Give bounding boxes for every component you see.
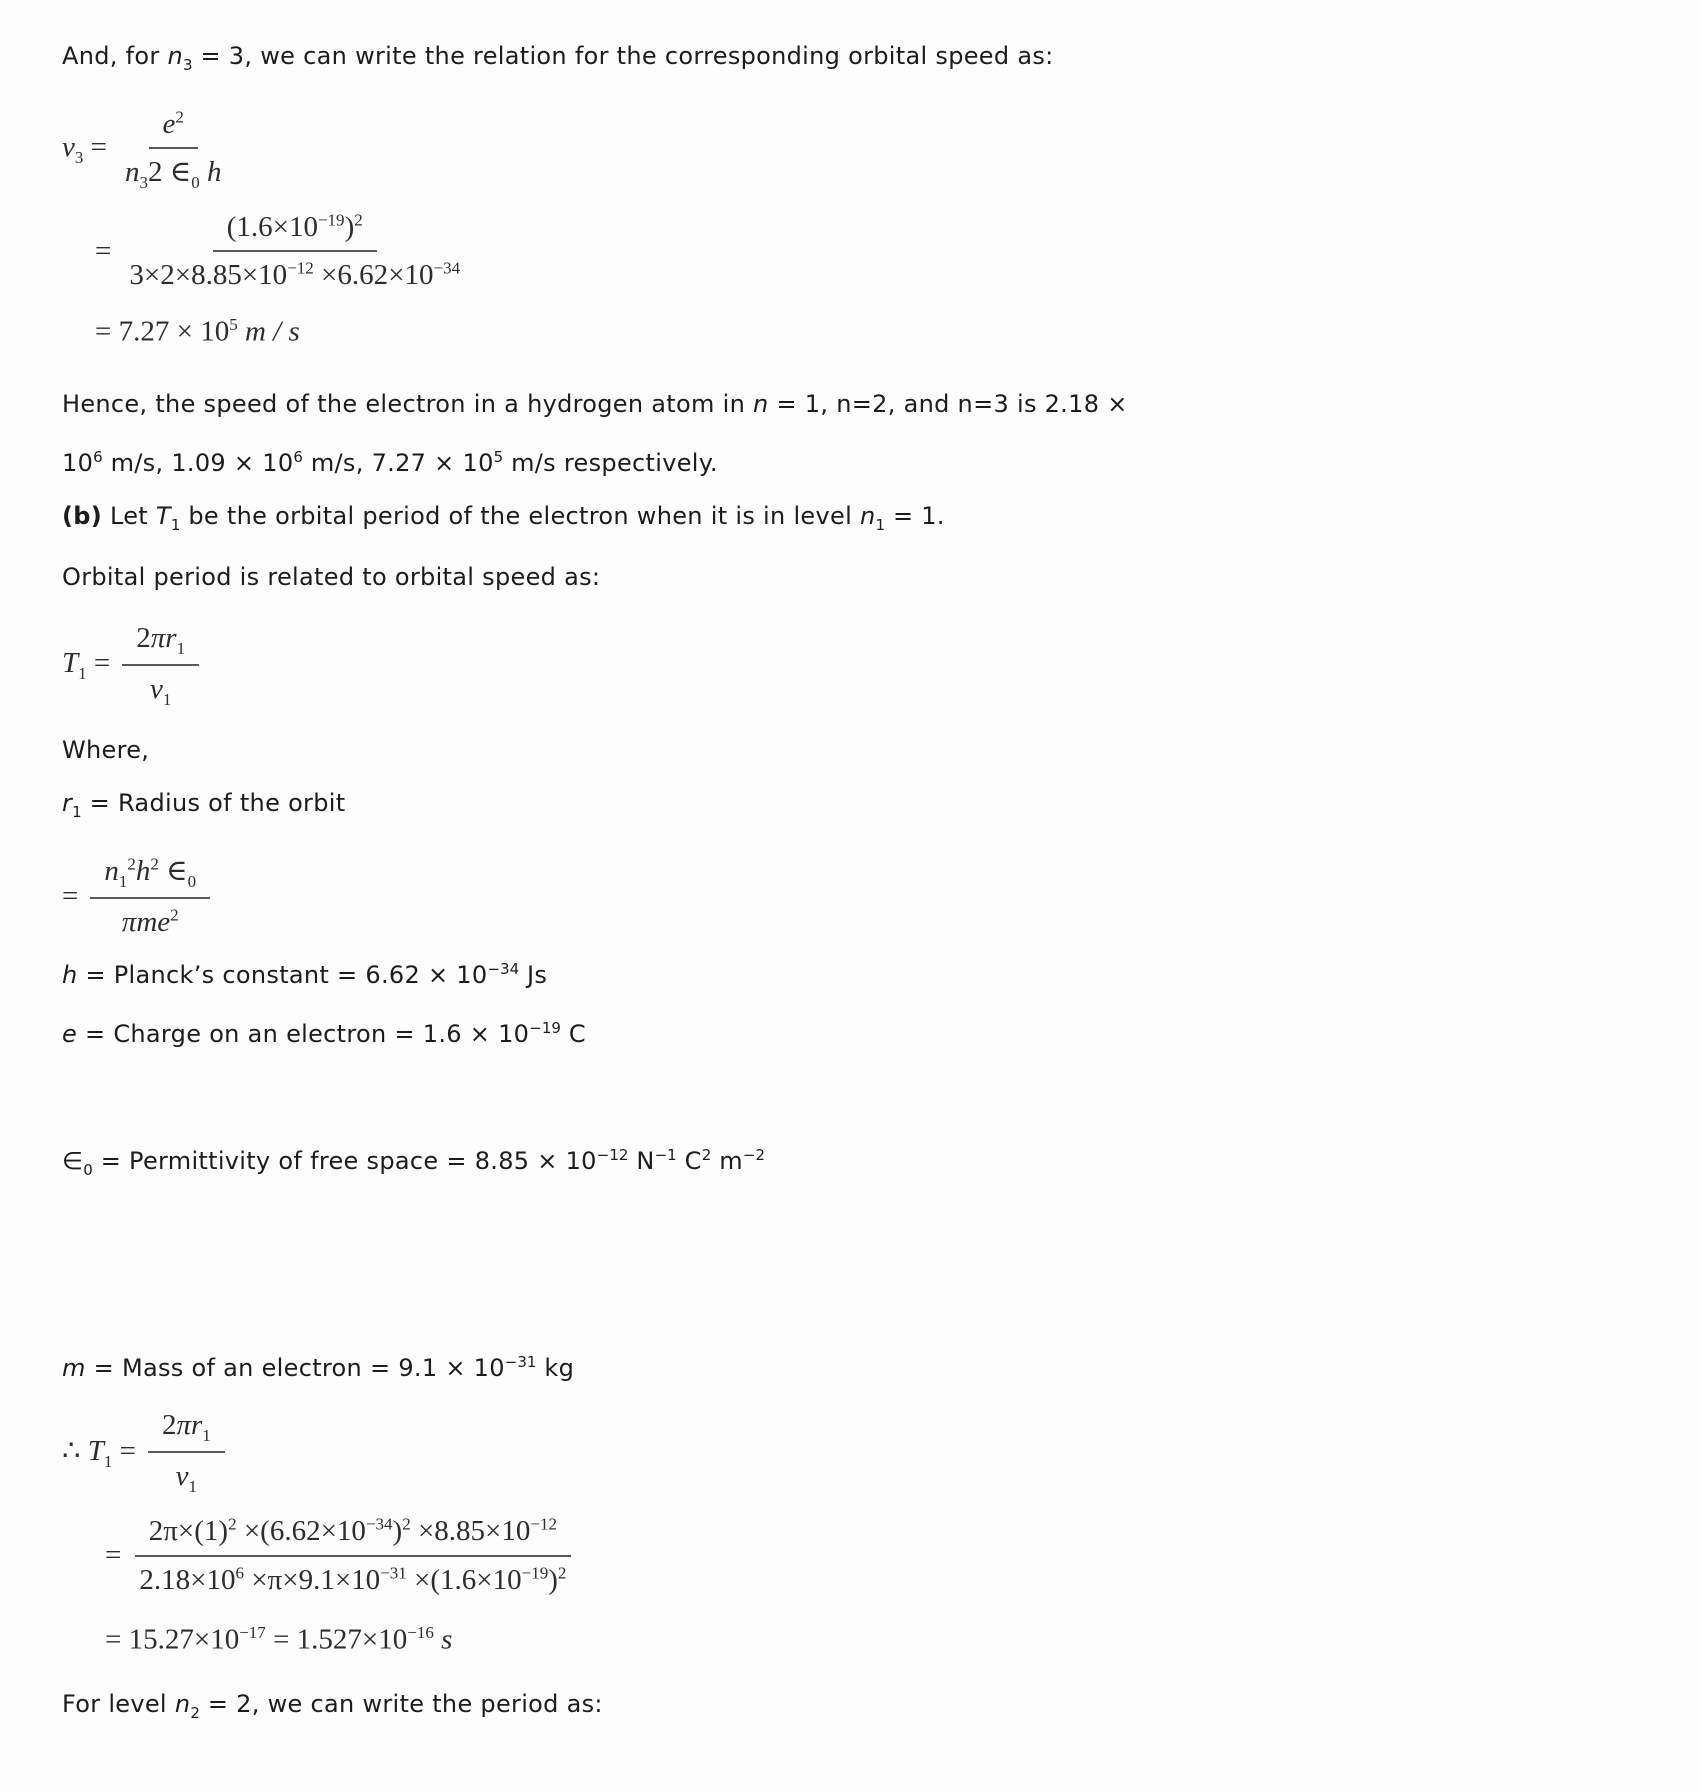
- text-run: 6: [93, 447, 103, 466]
- fraction: [122, 618, 199, 712]
- text-run: −34: [433, 258, 461, 278]
- text-run: v: [62, 131, 75, 164]
- text-run: e: [62, 1019, 78, 1048]
- text-run: [200, 156, 207, 188]
- text-run: 2: [402, 1514, 411, 1534]
- text-run: 2: [701, 1145, 712, 1164]
- text-run: −1: [654, 1145, 677, 1164]
- fraction-denominator: [133, 1557, 572, 1600]
- text-run: [238, 315, 245, 347]
- text-run: 5: [229, 314, 238, 334]
- text-run: 2: [557, 1563, 567, 1583]
- text-run: 0: [187, 872, 197, 892]
- text-run: −12: [530, 1514, 558, 1534]
- text-run: = Planck’s constant = 6.62 × 10: [77, 960, 488, 989]
- text-run: ): [548, 1563, 558, 1596]
- fraction-numerator: [122, 618, 199, 666]
- text-run: v: [149, 673, 163, 706]
- text-run: −12: [596, 1145, 629, 1164]
- text-run: = Permittivity of free space = 8.85 × 10: [92, 1146, 597, 1175]
- formula-r1: [62, 851, 1660, 942]
- text-run: = 15.27×10: [105, 1623, 240, 1656]
- text-run: =: [86, 647, 111, 680]
- formula-segment: [62, 647, 110, 684]
- text-run: 2: [127, 854, 136, 874]
- fraction-numerator: [90, 851, 210, 899]
- text-run: e: [162, 107, 176, 140]
- formula-segment: [62, 1433, 136, 1472]
- text-run: 3: [74, 147, 84, 167]
- formula-v3-result: [95, 310, 1660, 354]
- text-run: ): [392, 1515, 403, 1548]
- electron-mass-line: [62, 1336, 1660, 1395]
- text-run: h: [135, 855, 151, 888]
- text-run: 1: [103, 1451, 113, 1471]
- text-run: And, for: [62, 42, 168, 70]
- text-run: 5: [493, 447, 504, 466]
- document-body: [0, 30, 1660, 1740]
- formula-therefore-T1: [62, 1405, 1660, 1499]
- text-run: m: [711, 1146, 743, 1175]
- fraction: [90, 851, 210, 942]
- hence-line-1: [62, 378, 1660, 431]
- text-run: 3×2×8.85×10: [129, 259, 288, 292]
- text-run: =: [83, 131, 107, 164]
- fraction-numerator: [149, 104, 198, 149]
- text-run: 1: [875, 515, 886, 534]
- text-run: C: [676, 1146, 702, 1175]
- text-run: −19: [529, 1018, 561, 1037]
- text-run: −34: [365, 1514, 393, 1534]
- formula-segment: [95, 235, 111, 268]
- fraction-numerator: [135, 1511, 571, 1556]
- text-run: Js: [519, 960, 548, 989]
- text-run: ): [344, 211, 355, 244]
- text-run: 1: [188, 1477, 198, 1497]
- fraction-denominator: [116, 899, 185, 942]
- text-run: −12: [287, 258, 314, 278]
- text-run: 2: [150, 854, 159, 874]
- text-run: 1: [202, 1426, 211, 1446]
- text-run: m/s, 7.27 × 10: [302, 448, 494, 477]
- text-run: (b): [62, 501, 103, 530]
- text-run: Let: [102, 501, 156, 530]
- text-run: n: [753, 389, 769, 418]
- text-run: 1: [176, 639, 186, 659]
- text-run: 1: [72, 803, 82, 822]
- text-run: r: [62, 789, 73, 818]
- text-run: (1.6×10: [226, 211, 318, 244]
- text-run: ×6.62×10: [313, 259, 434, 292]
- hence-line-2: [62, 431, 1660, 490]
- text-run: C: [560, 1019, 586, 1048]
- formula-segment: [62, 880, 78, 913]
- fraction-numerator: [148, 1405, 225, 1453]
- text-run: N: [628, 1146, 655, 1175]
- text-run: 1: [162, 690, 172, 710]
- text-run: =: [112, 1435, 136, 1468]
- text-run: −2: [742, 1145, 765, 1164]
- fraction-denominator: [123, 252, 466, 295]
- fraction-denominator: [144, 666, 177, 712]
- text-run: = Radius of the orbit: [81, 789, 346, 818]
- text-run: = 3, we can write the relation for the corresponding orbital speed as:: [192, 42, 1054, 70]
- text-run: 2.18×10: [139, 1563, 236, 1596]
- text-run: 0: [83, 1160, 93, 1179]
- text-run: h: [62, 960, 78, 989]
- text-run: 2 ∈: [147, 156, 192, 189]
- text-run: −31: [504, 1353, 537, 1372]
- fraction-numerator: [213, 207, 377, 252]
- formula-T1-numeric: [105, 1511, 1660, 1600]
- text-run: ∴: [62, 1435, 88, 1468]
- text-run: −34: [487, 959, 520, 978]
- text-run: T: [62, 647, 79, 680]
- text-run: 2: [136, 622, 151, 655]
- text-run: =: [105, 1539, 122, 1572]
- formula-T1-symbolic: [62, 618, 1660, 712]
- text-run: ∈: [158, 855, 188, 888]
- text-run: s: [441, 1623, 453, 1656]
- text-run: = 1.: [885, 501, 945, 530]
- formula-segment: [95, 315, 300, 349]
- text-run: v: [175, 1460, 189, 1493]
- text-run: ×π×9.1×10: [243, 1563, 381, 1596]
- text-run: kg: [536, 1354, 575, 1383]
- text-run: ×(6.62×10: [236, 1515, 366, 1548]
- text-run: 10: [62, 448, 94, 477]
- text-run: ×8.85×10: [410, 1515, 531, 1548]
- text-run: m: [62, 1354, 86, 1383]
- fraction: [133, 1511, 572, 1600]
- text-run: T: [155, 501, 171, 530]
- text-run: = 1.527×10: [265, 1623, 408, 1656]
- text-run: For level: [62, 1689, 175, 1718]
- text-run: 1: [78, 663, 87, 683]
- formula-T1-result: [105, 1618, 1660, 1662]
- text-run: −31: [380, 1563, 407, 1583]
- text-run: 2: [175, 107, 184, 127]
- fraction: [119, 104, 227, 195]
- part-b-line: [62, 490, 1660, 552]
- fraction: [123, 207, 466, 296]
- text-run: =: [95, 234, 112, 267]
- fraction-denominator: [170, 1453, 203, 1499]
- r1-definition-line: [62, 777, 1660, 839]
- text-run: −19: [317, 210, 345, 230]
- text-run: −19: [521, 1563, 549, 1583]
- text-run: 6: [235, 1563, 244, 1583]
- permittivity-line: [62, 1129, 1660, 1197]
- fraction-denominator: [119, 149, 227, 195]
- text-run: 3: [182, 55, 193, 74]
- text-run: n: [859, 501, 876, 530]
- formula-v3-numeric: [95, 207, 1660, 296]
- text-run: Orbital period is related to orbital speed as:: [62, 563, 601, 592]
- text-run: T: [87, 1435, 104, 1468]
- for-level-n2-line: [62, 1678, 1660, 1740]
- text-run: = 2, we can write the period as:: [199, 1689, 603, 1718]
- formula-segment: [105, 1539, 121, 1572]
- where-line: [62, 724, 1660, 777]
- planck-constant-line: [62, 943, 1660, 1002]
- formula-segment: [62, 131, 107, 168]
- text-run: 2: [228, 1514, 237, 1534]
- electron-charge-line: [62, 1002, 1660, 1061]
- text-run: m / s: [244, 315, 300, 348]
- text-run: n: [124, 156, 140, 189]
- text-run: ×(1.6×10: [406, 1563, 522, 1596]
- text-run: 2: [161, 1409, 177, 1442]
- text-run: 2π×(1): [148, 1515, 229, 1548]
- text-run: 2: [354, 210, 363, 230]
- text-run: πr: [176, 1409, 203, 1442]
- text-run: n: [167, 42, 183, 70]
- orbital-period-line: [62, 551, 1660, 604]
- text-run: πr: [150, 622, 177, 655]
- text-run: = Mass of an electron = 9.1 × 10: [85, 1354, 505, 1383]
- intro-line-n3: [62, 30, 1660, 92]
- text-run: = Charge on an electron = 1.6 × 10: [77, 1019, 530, 1048]
- text-run: Hence, the speed of the electron in a hydrogen atom in: [62, 389, 754, 418]
- text-run: m/s respectively.: [503, 448, 718, 477]
- text-run: 1: [118, 872, 128, 892]
- text-run: ∈: [62, 1146, 84, 1175]
- text-run: h: [206, 156, 222, 189]
- fraction: [148, 1405, 225, 1499]
- text-run: 2: [190, 1703, 200, 1722]
- text-run: Where,: [62, 736, 150, 765]
- text-run: be the orbital period of the electron when it is in level: [180, 501, 860, 530]
- text-run: = 7.27 × 10: [95, 315, 230, 348]
- formula-segment: [105, 1623, 452, 1657]
- text-run: 3: [139, 172, 148, 192]
- text-run: = 1, n=2, and n=3 is 2.18 ×: [768, 389, 1128, 418]
- text-run: 0: [191, 172, 200, 192]
- text-run: −16: [407, 1623, 434, 1643]
- text-run: πme: [121, 906, 171, 939]
- text-run: 2: [170, 905, 179, 925]
- text-run: n: [104, 855, 119, 888]
- formula-v3-symbolic: [62, 104, 1660, 195]
- text-run: 6: [293, 447, 303, 466]
- text-run: =: [62, 880, 79, 913]
- text-run: −17: [239, 1623, 266, 1643]
- text-run: m/s, 1.09 × 10: [102, 448, 294, 477]
- text-run: n: [174, 1689, 191, 1718]
- text-run: 1: [170, 515, 181, 534]
